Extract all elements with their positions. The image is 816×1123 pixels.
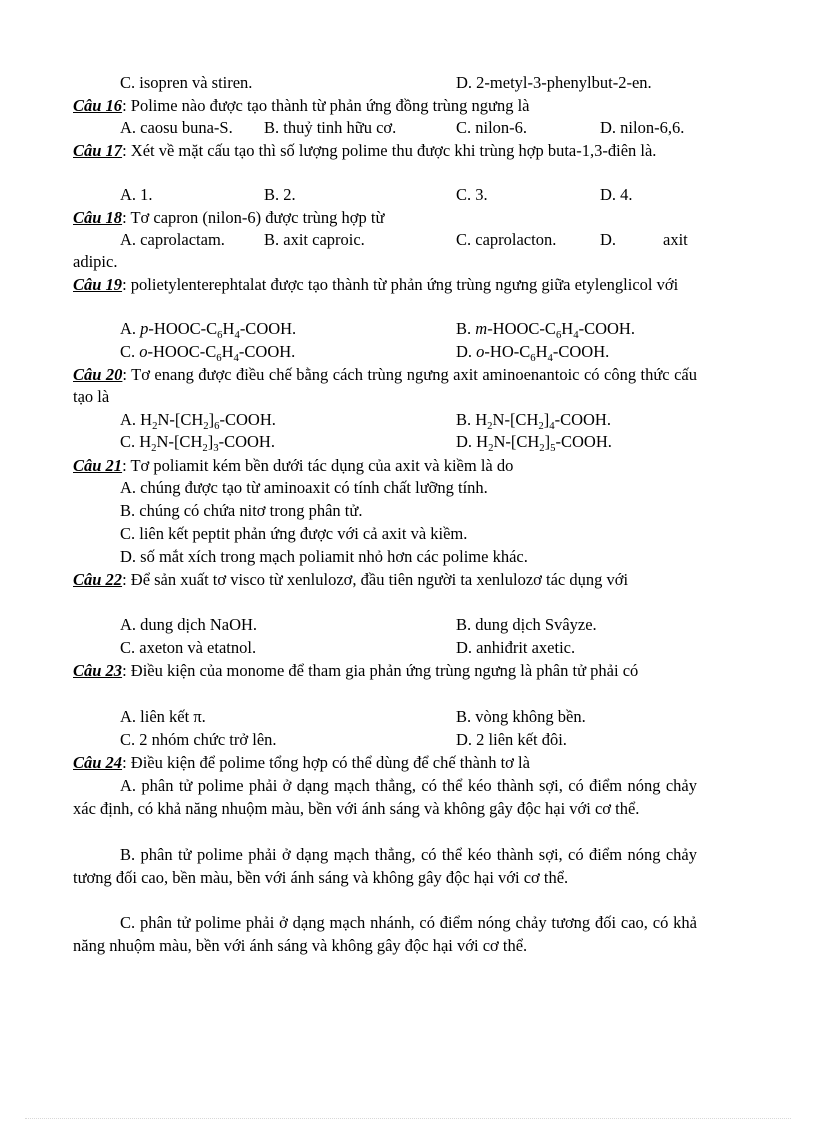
q24-option-c: C. phân tử polime phải ở dạng mạch nhánh, có điểm nóng chảy tương đối cao, có khả năng nhuộm màu, bền với ánh sáng và không gây độc hại với cơ thể. [73, 913, 697, 955]
q22-option-d: D. anhiđrit axetic. [456, 638, 576, 657]
prev-option-d: D. 2-metyl-3-phenylbut-2-en. [456, 73, 652, 92]
q24-option-b: B. phân tử polime phải ở dạng mạch thẳng, có thể kéo thành sợi, có điểm nóng chảy tương đối cao, bền màu, bền với ánh sáng và không gây độc hại với cơ thể. [73, 845, 697, 887]
q19-option-b: B. $m-HOOC-C_6H_4$-COOH. [456, 319, 635, 341]
question-number: Câu 18 [73, 208, 123, 227]
question-number: Câu 21 [73, 456, 123, 475]
q18-option-d-cont: adipic. [73, 252, 118, 271]
q24-option-a: A. phân tử polime phải ở dạng mạch thẳng, có thể kéo thành sợi, có điểm nóng chảy xác định, có khả năng nhuộm màu, bền với ánh sáng và không gây độc hại với cơ thể. [73, 776, 697, 818]
q17-option-a: A. 1. [120, 185, 153, 204]
question-19 [73, 274, 697, 296]
question-21 [73, 455, 697, 477]
q21-option-d: D. số mắt xích trong mạch poliamit nhỏ hơn các polime khác. [120, 547, 528, 566]
q19-option-d: D. $o-HO-C_6H_4$-COOH. [456, 342, 610, 364]
q22-option-c: C. axeton và etatnol. [120, 638, 257, 657]
question-number: Câu 16 [73, 96, 123, 115]
q18-option-a: A. caprolactam. [120, 230, 225, 249]
question-text: : Polime nào được tạo thành từ phản ứng đồng trùng ngưng là [122, 96, 530, 115]
q22-option-a: A. dung dịch NaOH. [120, 615, 258, 634]
q16-option-d: D. nilon-6,6. [600, 118, 685, 137]
question-16 [73, 95, 697, 117]
q20-option-a: A. $H_2N-[CH_2]_6$-COOH. [120, 410, 276, 432]
question-text: : polietylenterephtalat được tạo thành từ phản ứng trùng ngưng giữa etylenglicol với [122, 275, 679, 294]
q18-option-d-word: axit [663, 230, 688, 249]
question-number: Câu 17 [73, 141, 123, 160]
q20-option-d: D. $H_2N-[CH_2]_5$-COOH. [456, 432, 612, 454]
question-text: : Tơ enang được điều chế bằng cách trùng ngưng axit aminoenantoic có công thức cấu tạo là [73, 365, 697, 406]
q23-option-b: B. vòng không bền. [456, 707, 586, 726]
q17-option-d: D. 4. [600, 185, 633, 204]
question-22 [73, 569, 697, 591]
question-text: : Điều kiện để polime tổng hợp có thể dùng để chế thành tơ là [122, 753, 530, 772]
q16-option-c: C. nilon-6. [456, 118, 528, 137]
question-23 [73, 660, 697, 682]
q17-option-c: C. 3. [456, 185, 488, 204]
q18-option-d-label: D. [600, 230, 617, 249]
q20-option-c: C. $H_2N-[CH_2]_3$-COOH. [120, 432, 275, 454]
q21-option-c: C. liên kết peptit phản ứng được với cả axit và kiềm. [120, 524, 468, 543]
question-text: : Tơ poliamit kém bền dưới tác dụng của axit và kiềm là do [122, 456, 514, 475]
question-number: Câu 19 [73, 275, 123, 294]
question-text: : Xét về mặt cấu tạo thì số lượng polime thu được khi trùng hợp buta-1,3-điên là. [122, 141, 657, 160]
q16-option-a: A. caosu buna-S. [120, 118, 233, 137]
q20-option-b: B. $H_2N-[CH_2]_4$-COOH. [456, 410, 611, 432]
q21-option-a: A. chúng được tạo từ aminoaxit có tính chất lưỡng tính. [120, 478, 488, 497]
question-text: : Điều kiện của monome để tham gia phản ứng trùng ngưng là phân tử phải có [122, 661, 639, 680]
q21-option-b: B. chúng có chứa nitơ trong phân tử. [120, 501, 363, 520]
q19-option-a: A. $p-HOOC-C_6H_4$-COOH. [120, 319, 297, 341]
q19-option-c: C. $o-HOOC-C_6H_4$-COOH. [120, 342, 296, 364]
question-text: : Tơ capron (nilon-6) được trùng hợp từ [122, 208, 385, 227]
q17-option-b: B. 2. [264, 185, 296, 204]
question-text: : Để sản xuất tơ visco từ xenlulozơ, đầu tiên người ta xenlulozơ tác dụng với [122, 570, 629, 589]
q18-option-c: C. caprolacton. [456, 230, 557, 249]
question-17 [73, 140, 697, 162]
question-24 [73, 752, 697, 774]
q22-option-b: B. dung dịch Svâyze. [456, 615, 597, 634]
q16-option-b: B. thuỷ tinh hữu cơ. [264, 118, 397, 137]
q23-option-c: C. 2 nhóm chức trở lên. [120, 730, 277, 749]
question-18 [73, 207, 697, 229]
q18-option-b: B. axit caproic. [264, 230, 365, 249]
question-number: Câu 23 [73, 661, 123, 680]
q23-option-d: D. 2 liên kết đôi. [456, 730, 567, 749]
prev-option-c: C. isopren và stiren. [120, 73, 253, 92]
question-number: Câu 24 [73, 753, 123, 772]
question-number: Câu 22 [73, 570, 123, 589]
question-number: Câu 20 [73, 365, 123, 384]
page-bottom-rule [25, 1118, 791, 1119]
question-20 [73, 364, 697, 408]
q23-option-a: A. liên kết π. [120, 707, 206, 726]
